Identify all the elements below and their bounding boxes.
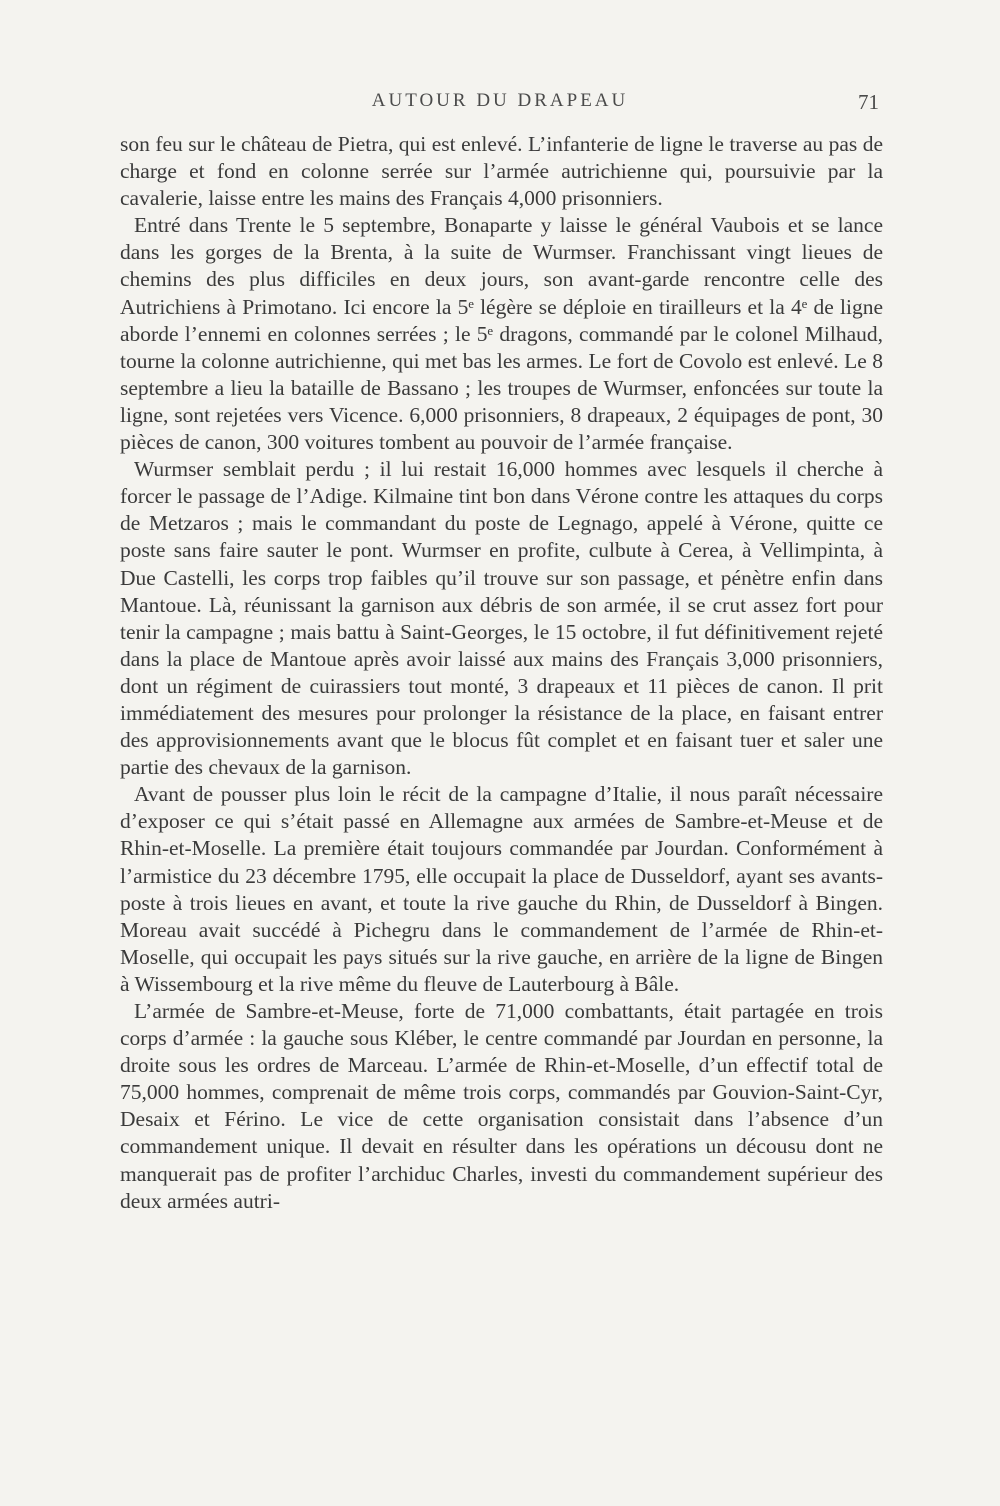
page-number: 71 — [858, 90, 879, 114]
body-text — [120, 131, 883, 1215]
paragraph-continued: son feu sur le château de Pietra, qui est enlevé. L’infanterie de ligne le traverse au pas de charge et fond en colonne serrée sur l’armée autrichienne qui, poursuivie par la cavalerie, laisse entre les mains des Français 4,000 prisonniers. — [120, 132, 883, 211]
paragraph: Wurmser semblait perdu ; il lui restait 16,000 hommes avec lesquels il cherche à forcer le passage de l’Adige. Kilmaine tint bon dans Vérone contre les attaques du corps de Metzaros ; mais le commandant du poste de Legnago, appelé à Vérone, quitte ce poste sans faire sauter le pont. Wurmser en profite, culbute à Cerea, à Vellimpinta, à Due Castelli, les corps trop faibles qu’il trouve sur son passage, et pénètre enfin dans Mantoue. Là, réunissant la garnison aux débris de son armée, il se crut assez fort pour tenir la campagne ; mais battu à Saint-Georges, le 15 octobre, il fut définitivement rejeté dans la place de Mantoue après avoir laissé aux mains des Français 3,000 prisonniers, dont un régiment de cuirassiers tout monté, 3 drapeaux et 11 pièces de canon. Il prit immédiatement des mesures pour prolonger la résistance de la place, en faisant entrer des approvisionnements avant que le blocus fût complet et en faisant tuer et saler une partie des chevaux de la garnison. — [120, 457, 883, 780]
running-header — [0, 88, 1000, 118]
paragraph: Entré dans Trente le 5 septembre, Bonaparte y laisse le général Vaubois et se lance dans les gorges de la Brenta, à la suite de Wurmser. Franchissant vingt lieues de chemins des plus difficiles en deux jours, son avant-garde rencontre celle des Autrichiens à Primotano. Ici encore la 5ᵉ légère se déploie en tirailleurs et la 4ᵉ de ligne aborde l’ennemi en colonnes serrées ; le 5ᵉ dragons, commandé par le colonel Milhaud, tourne la colonne autrichienne, qui met bas les armes. Le fort de Covolo est enlevé. Le 8 septembre a lieu la bataille de Bassano ; les troupes de Wurmser, enfoncées sur toute la ligne, sont rejetées vers Vicence. 6,000 prisonniers, 8 drapeaux, 2 équipages de pont, 30 pièces de canon, 300 voitures tombent au pouvoir de l’armée française. — [120, 213, 883, 455]
paragraph: Avant de pousser plus loin le récit de la campagne d’Italie, il nous paraît nécessaire d’exposer ce qui s’était passé en Allemagne aux armées de Sambre-et-Meuse et de Rhin-et-Moselle. La première était toujours commandée par Jourdan. Conformément à l’armistice du 23 décembre 1795, elle occupait la place de Dusseldorf, ayant ses avants-poste à trois lieues en avant, et toute la rive gauche du Rhin, de Dusseldorf à Bingen. Moreau avait succédé à Pichegru dans le commandement de l’armée de Rhin-et-Moselle, qui occupait les pays situés sur la rive gauche, en arrière de la ligne de Bingen à Wissembourg et la rive même du fleuve de Lauterbourg à Bâle. — [120, 782, 883, 996]
running-title: AUTOUR DU DRAPEAU — [371, 90, 629, 111]
paragraph: L’armée de Sambre-et-Meuse, forte de 71,000 combattants, était partagée en trois corps d’armée : la gauche sous Kléber, le centre commandé par Jourdan en personne, la droite sous les ordres de Marceau. L’armée de Rhin-et-Moselle, d’un effectif total de 75,000 hommes, comprenait de même trois corps, commandés par Gouvion-Saint-Cyr, Desaix et Férino. Le vice de cette organisation consistait dans l’absence d’un commandement unique. Il devait en résulter dans les opérations un décousu dont ne manquerait pas de profiter l’archiduc Charles, investi du commandement supérieur des deux armées autri- — [120, 999, 883, 1213]
